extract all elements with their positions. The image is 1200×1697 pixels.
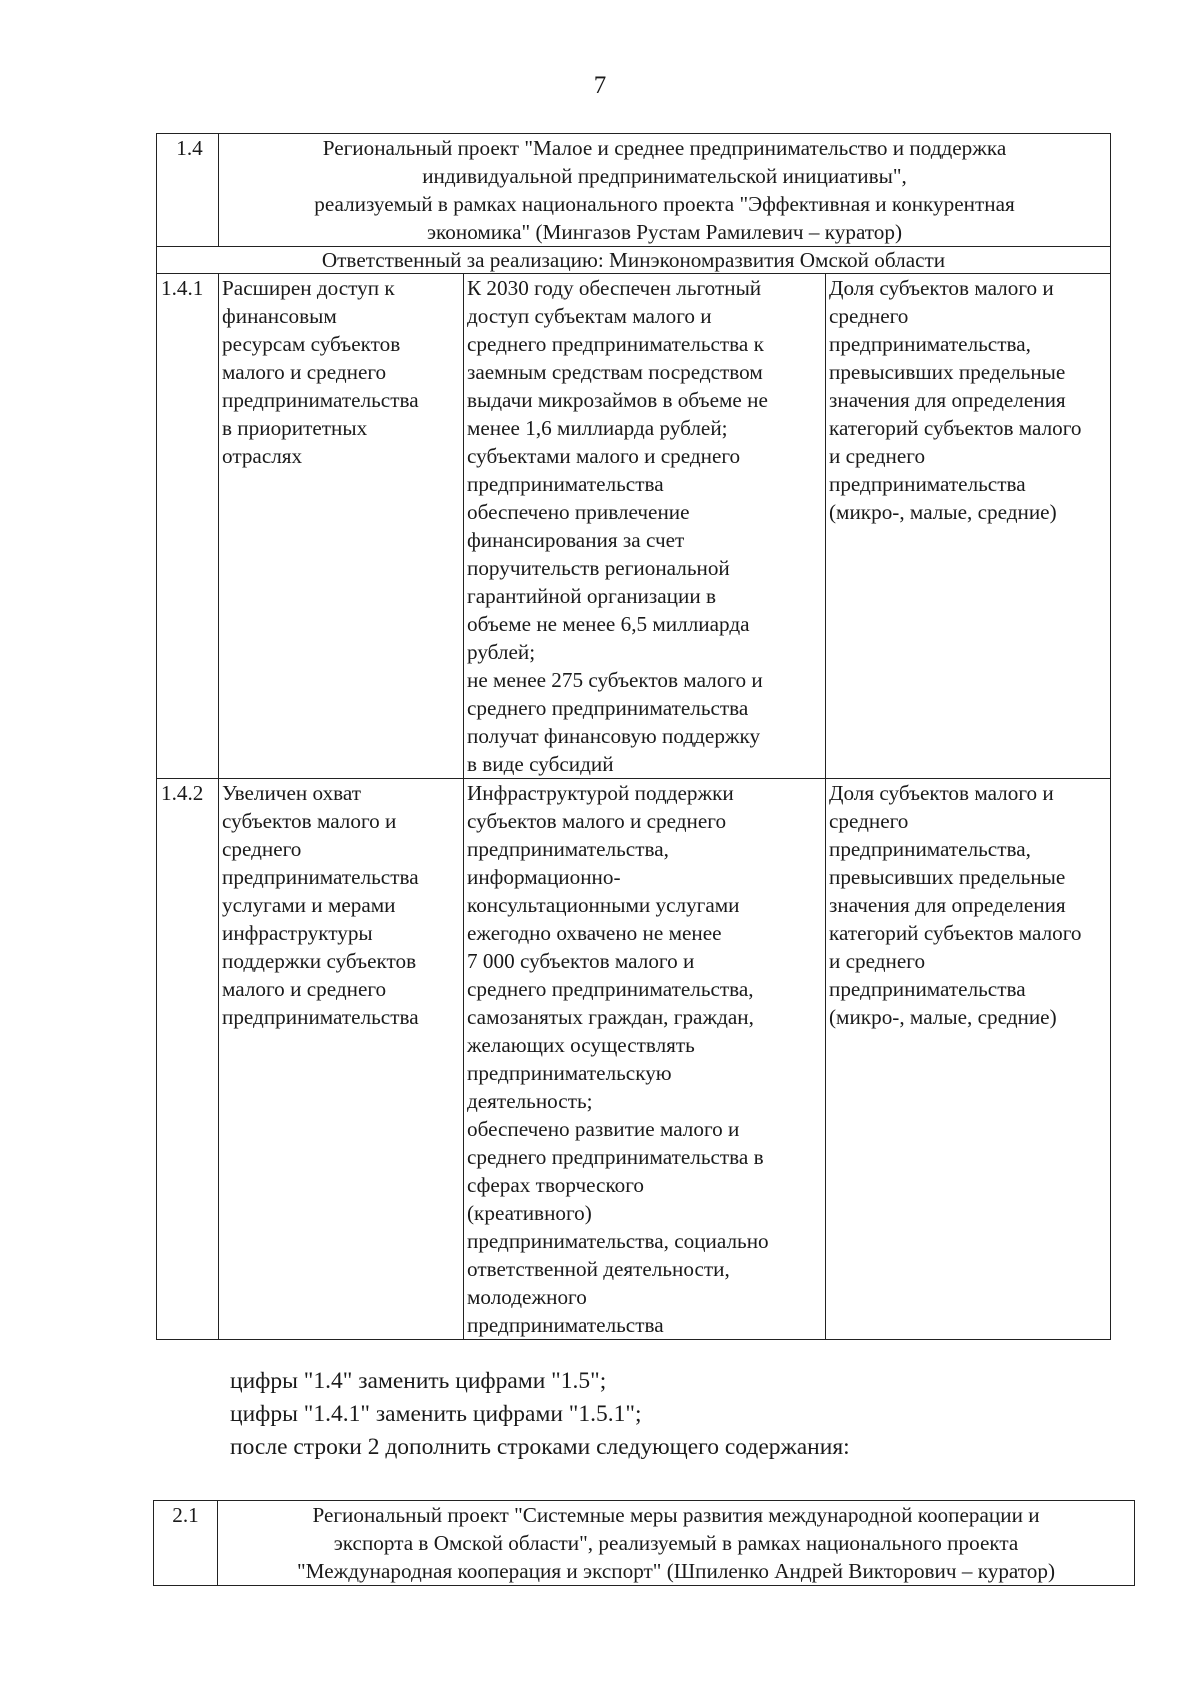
task-line: отраслях <box>222 444 303 468</box>
section-title-line: экономика" (Мингазов Рустам Рамилевич – куратор) <box>426 220 903 244</box>
indicator-line: Доля субъектов малого и <box>829 276 1054 300</box>
task-line: ресурсам субъектов <box>222 332 401 356</box>
result-line: среднего предпринимательства в <box>467 1145 764 1169</box>
indicator-line: значения для определения <box>829 388 1066 412</box>
task-line: малого и среднего <box>222 360 387 384</box>
task-line: субъектов малого и <box>222 809 397 833</box>
indicator-line: категорий субъектов малого <box>829 416 1082 440</box>
result-line: менее 1,6 миллиарда рублей; <box>467 416 728 440</box>
new-rows-table <box>153 1500 1135 1586</box>
indicator-line: предпринимательства, <box>829 837 1031 861</box>
result-line: предпринимательства, <box>467 837 669 861</box>
indicator-line: превысивших предельные <box>829 865 1066 889</box>
result-cell <box>464 274 826 779</box>
result-line: предпринимательскую <box>467 1061 672 1085</box>
task-line: Увеличен охват <box>222 781 361 805</box>
result-line: в виде субсидий <box>467 752 614 776</box>
result-cell <box>464 779 826 1340</box>
result-line: не менее 275 субъектов малого и <box>467 668 763 692</box>
section-title <box>219 134 1111 247</box>
result-line: Инфраструктурой поддержки <box>467 781 734 805</box>
amendment-line: цифры "1.4" заменить цифрами "1.5"; <box>230 1368 607 1394</box>
amendment-line: после строки 2 дополнить строками следующего содержания: <box>230 1434 850 1460</box>
task-line: в приоритетных <box>222 416 368 440</box>
indicator-line: Доля субъектов малого и <box>829 781 1054 805</box>
indicator-line: категорий субъектов малого <box>829 921 1082 945</box>
amendment-instructions <box>230 1365 1130 1464</box>
result-line: среднего предпринимательства к <box>467 332 764 356</box>
indicator-line: (микро-, малые, средние) <box>829 500 1057 524</box>
result-line: гарантийной организации в <box>467 584 716 608</box>
result-line: консультационными услугами <box>467 893 740 917</box>
section-title-line: реализуемый в рамках национального проекта "Эффективная и конкурентная <box>314 192 1015 216</box>
result-line: обеспечено развитие малого и <box>467 1117 740 1141</box>
section-title-line: Региональный проект "Малое и среднее предпринимательство и поддержка <box>322 136 1007 160</box>
task-line: услугами и мерами <box>222 893 396 917</box>
task-line: среднего <box>222 837 302 861</box>
result-line: желающих осуществлять <box>467 1033 695 1057</box>
result-line: информационно- <box>467 865 621 889</box>
projects-table <box>156 133 1111 1340</box>
result-line: доступ субъектам малого и <box>467 304 712 328</box>
table-row <box>157 779 1111 1340</box>
row-number: 2.1 <box>154 1501 218 1586</box>
result-line: среднего предпринимательства <box>467 696 749 720</box>
task-line: предпринимательства <box>222 865 419 889</box>
result-line: ежегодно охвачено не менее <box>467 921 722 945</box>
page-number: 7 <box>593 72 607 99</box>
task-line: поддержки субъектов <box>222 949 417 973</box>
section-number: 1.4 <box>157 134 219 247</box>
table-row <box>157 274 1111 779</box>
task-line: финансовым <box>222 304 337 328</box>
amendment-line: цифры "1.4.1" заменить цифрами "1.5.1"; <box>230 1401 642 1427</box>
result-line: обеспечено привлечение <box>467 500 690 524</box>
result-line: рублей; <box>467 640 536 664</box>
indicator-cell <box>826 274 1111 779</box>
task-line: Расширен доступ к <box>222 276 395 300</box>
result-line: деятельность; <box>467 1089 593 1113</box>
project-title-line: Региональный проект "Системные меры развития международной кооперации и <box>312 1503 1040 1527</box>
indicator-line: предпринимательства <box>829 472 1026 496</box>
indicator-line: и среднего <box>829 949 926 973</box>
indicator-line: и среднего <box>829 444 926 468</box>
project-title-line: "Международная кооперация и экспорт" (Шпиленко Андрей Викторович – куратор) <box>297 1559 1055 1583</box>
task-line: предпринимательства <box>222 1005 419 1029</box>
table-row <box>154 1501 1135 1586</box>
result-line: молодежного <box>467 1285 587 1309</box>
result-line: (креативного) <box>467 1201 592 1225</box>
result-line: получат финансовую поддержку <box>467 724 761 748</box>
result-line: 7 000 субъектов малого и <box>467 949 695 973</box>
responsible-row <box>157 247 1111 274</box>
indicator-line: значения для определения <box>829 893 1066 917</box>
project-title-line: экспорта в Омской области", реализуемый в рамках национального проекта <box>333 1531 1019 1555</box>
task-cell <box>219 274 464 779</box>
indicator-line: превысивших предельные <box>829 360 1066 384</box>
section-header-row <box>157 134 1111 247</box>
row-number: 1.4.2 <box>157 779 219 1340</box>
result-line: предпринимательства <box>467 472 664 496</box>
section-title-line: индивидуальной предпринимательской инициативы", <box>422 164 907 188</box>
task-line: малого и среднего <box>222 977 387 1001</box>
result-line: субъектов малого и среднего <box>467 809 727 833</box>
indicator-line: предпринимательства <box>829 977 1026 1001</box>
result-line: субъектами малого и среднего <box>467 444 741 468</box>
result-line: предпринимательства, социально <box>467 1229 769 1253</box>
indicator-line: среднего <box>829 809 909 833</box>
indicator-cell <box>826 779 1111 1340</box>
task-cell <box>219 779 464 1340</box>
result-line: финансирования за счет <box>467 528 685 552</box>
result-line: среднего предпринимательства, <box>467 977 754 1001</box>
result-line: предпринимательства <box>467 1313 664 1337</box>
result-line: сферах творческого <box>467 1173 645 1197</box>
result-line: объеме не менее 6,5 миллиарда <box>467 612 750 636</box>
result-line: ответственной деятельности, <box>467 1257 730 1281</box>
result-line: заемным средствам посредством <box>467 360 763 384</box>
indicator-line: (микро-, малые, средние) <box>829 1005 1057 1029</box>
row-number: 1.4.1 <box>157 274 219 779</box>
result-line: самозанятых граждан, граждан, <box>467 1005 754 1029</box>
task-line: инфраструктуры <box>222 921 373 945</box>
project-title <box>218 1501 1135 1586</box>
result-line: поручительств региональной <box>467 556 730 580</box>
indicator-line: предпринимательства, <box>829 332 1031 356</box>
indicator-line: среднего <box>829 304 909 328</box>
result-line: выдачи микрозаймов в объеме не <box>467 388 768 412</box>
responsible-text: Ответственный за реализацию: Минэкономразвития Омской области <box>157 247 1111 274</box>
result-line: К 2030 году обеспечен льготный <box>467 276 762 300</box>
task-line: предпринимательства <box>222 388 419 412</box>
